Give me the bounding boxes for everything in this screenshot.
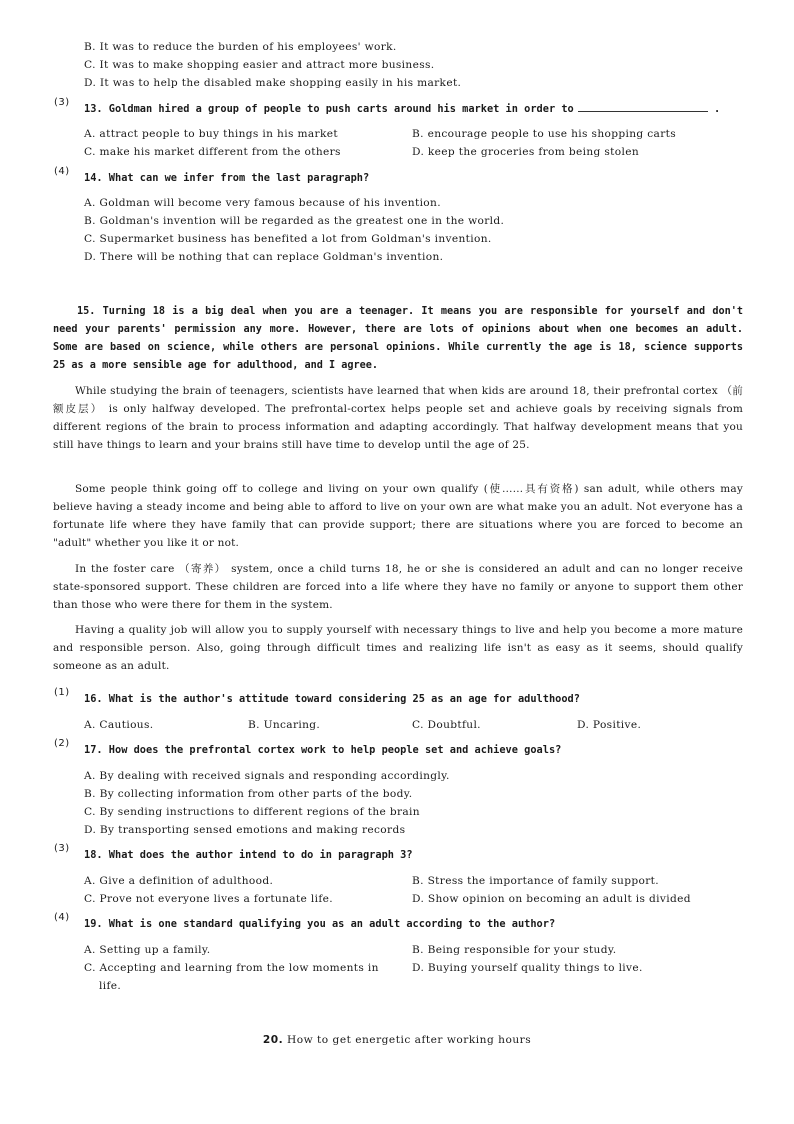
q20-title	[0, 1031, 794, 1049]
q18-option-a: A. Give a definition of adulthood.	[84, 875, 274, 887]
q18-option-b: B. Stress the importance of family support.	[412, 875, 659, 887]
q19-option-c-continued: life.	[99, 980, 122, 992]
passage-paragraph-2: Some people think going off to college and living on your own qualify (使……具有资格) san adult, while others may believe having a steady income and being able to afford to live on your own are what make you an adult. Not everyone has a fortunate life where they have family that can provide support; there are situations where you are forced to become an "adult" whether you like it or not.	[53, 483, 743, 549]
q13-option-d: D. keep the groceries from being stolen	[412, 146, 640, 158]
q17-option-d: D. By transporting sensed emotions and making records	[84, 824, 406, 836]
q14-option-b: B. Goldman's invention will be regarded as the greatest one in the world.	[84, 215, 505, 227]
q16-stem: 16. What is the author's attitude toward considering 25 as an age for adulthood?	[84, 693, 580, 705]
q12-option-b: B. It was to reduce the burden of his employees' work.	[84, 41, 397, 53]
q14-option-c: C. Supermarket business has benefited a lot from Goldman's invention.	[84, 233, 492, 245]
q14-option-d: D. There will be nothing that can replace Goldman's invention.	[84, 251, 444, 263]
q12-option-c: C. It was to make shopping easier and attract more business.	[84, 59, 435, 71]
q19-option-c: C. Accepting and learning from the low moments in	[84, 962, 379, 974]
q13-option-b: B. encourage people to use his shopping carts	[412, 128, 677, 140]
q13-option-c: C. make his market different from the others	[84, 146, 341, 158]
q18-marker: (3)	[54, 843, 70, 854]
q16-option-a: A. Cautious.	[84, 719, 154, 731]
passage-paragraph-1: While studying the brain of teenagers, scientists have learned that when kids are around 18, their prefrontal cortex （前额皮层） is only halfway developed. The prefrontal-cortex helps people set and achieve goals by receiving signals from different regions of the brain to process information and adapting accordingly. That halfway development means that you still have things to learn and your brains still have time to develop until the age of 25.	[53, 385, 743, 451]
q13-option-a: A. attract people to buy things in his market	[84, 128, 338, 140]
q17-option-b: B. By collecting information from other parts of the body.	[84, 788, 413, 800]
q17-stem: 17. How does the prefrontal cortex work to help people set and achieve goals?	[84, 744, 562, 756]
passage-paragraph-4: Having a quality job will allow you to supply yourself with necessary things to live and help you become a more mature and responsible person. Also, going through difficult times and realizing life isn't as easy as it seems, should qualify someone as an adult.	[53, 624, 743, 672]
q14-marker: (4)	[54, 166, 70, 177]
q16-option-d: D. Positive.	[577, 719, 642, 731]
q18-option-d: D. Show opinion on becoming an adult is divided	[412, 893, 691, 905]
q14-option-a: A. Goldman will become very famous because of his invention.	[84, 197, 441, 209]
passage-paragraph-3: In the foster care （寄养） system, once a child turns 18, he or she is considered an adult and can no longer receive state-sponsored support. These children are forced into a life where they have no family or anyone to support them other than those who were there for them in the system.	[53, 563, 743, 611]
q20-title-text: How to get energetic after working hours	[286, 1034, 532, 1046]
q19-option-b: B. Being responsible for your study.	[412, 944, 617, 956]
q16-option-c: C. Doubtful.	[412, 719, 481, 731]
q19-option-d: D. Buying yourself quality things to live.	[412, 962, 643, 974]
q19-marker: (4)	[54, 912, 70, 923]
q13-stem	[84, 100, 720, 118]
passage-intro: 15. Turning 18 is a big deal when you are a teenager. It means you are responsible for yourself and don't need your parents' permission any more. However, there are lots of opinions about when one becomes an adult. Some are based on science, while others are personal opinions. While currently the age is 18, science supports 25 as a more sensible age for adulthood, and I agree.	[53, 306, 743, 371]
q13-stem-text: 13. Goldman hired a group of people to push carts around his market in order to	[84, 103, 574, 115]
q18-stem: 18. What does the author intend to do in paragraph 3?	[84, 849, 413, 861]
q17-marker: (2)	[54, 738, 70, 749]
q16-marker: (1)	[54, 687, 70, 698]
q18-option-c: C. Prove not everyone lives a fortunate life.	[84, 893, 333, 905]
q16-option-b: B. Uncaring.	[248, 719, 321, 731]
answer-blank	[578, 101, 708, 112]
q19-stem: 19. What is one standard qualifying you as an adult according to the author?	[84, 918, 556, 930]
q19-option-a: A. Setting up a family.	[84, 944, 211, 956]
q20-number: 20.	[262, 1034, 284, 1046]
q14-stem: 14. What can we infer from the last paragraph?	[84, 172, 370, 184]
q13-marker: (3)	[54, 97, 70, 108]
q13-stem-tail: .	[713, 103, 721, 115]
q17-option-a: A. By dealing with received signals and responding accordingly.	[84, 770, 450, 782]
q12-option-d: D. It was to help the disabled make shopping easily in his market.	[84, 77, 462, 89]
q17-option-c: C. By sending instructions to different regions of the brain	[84, 806, 420, 818]
